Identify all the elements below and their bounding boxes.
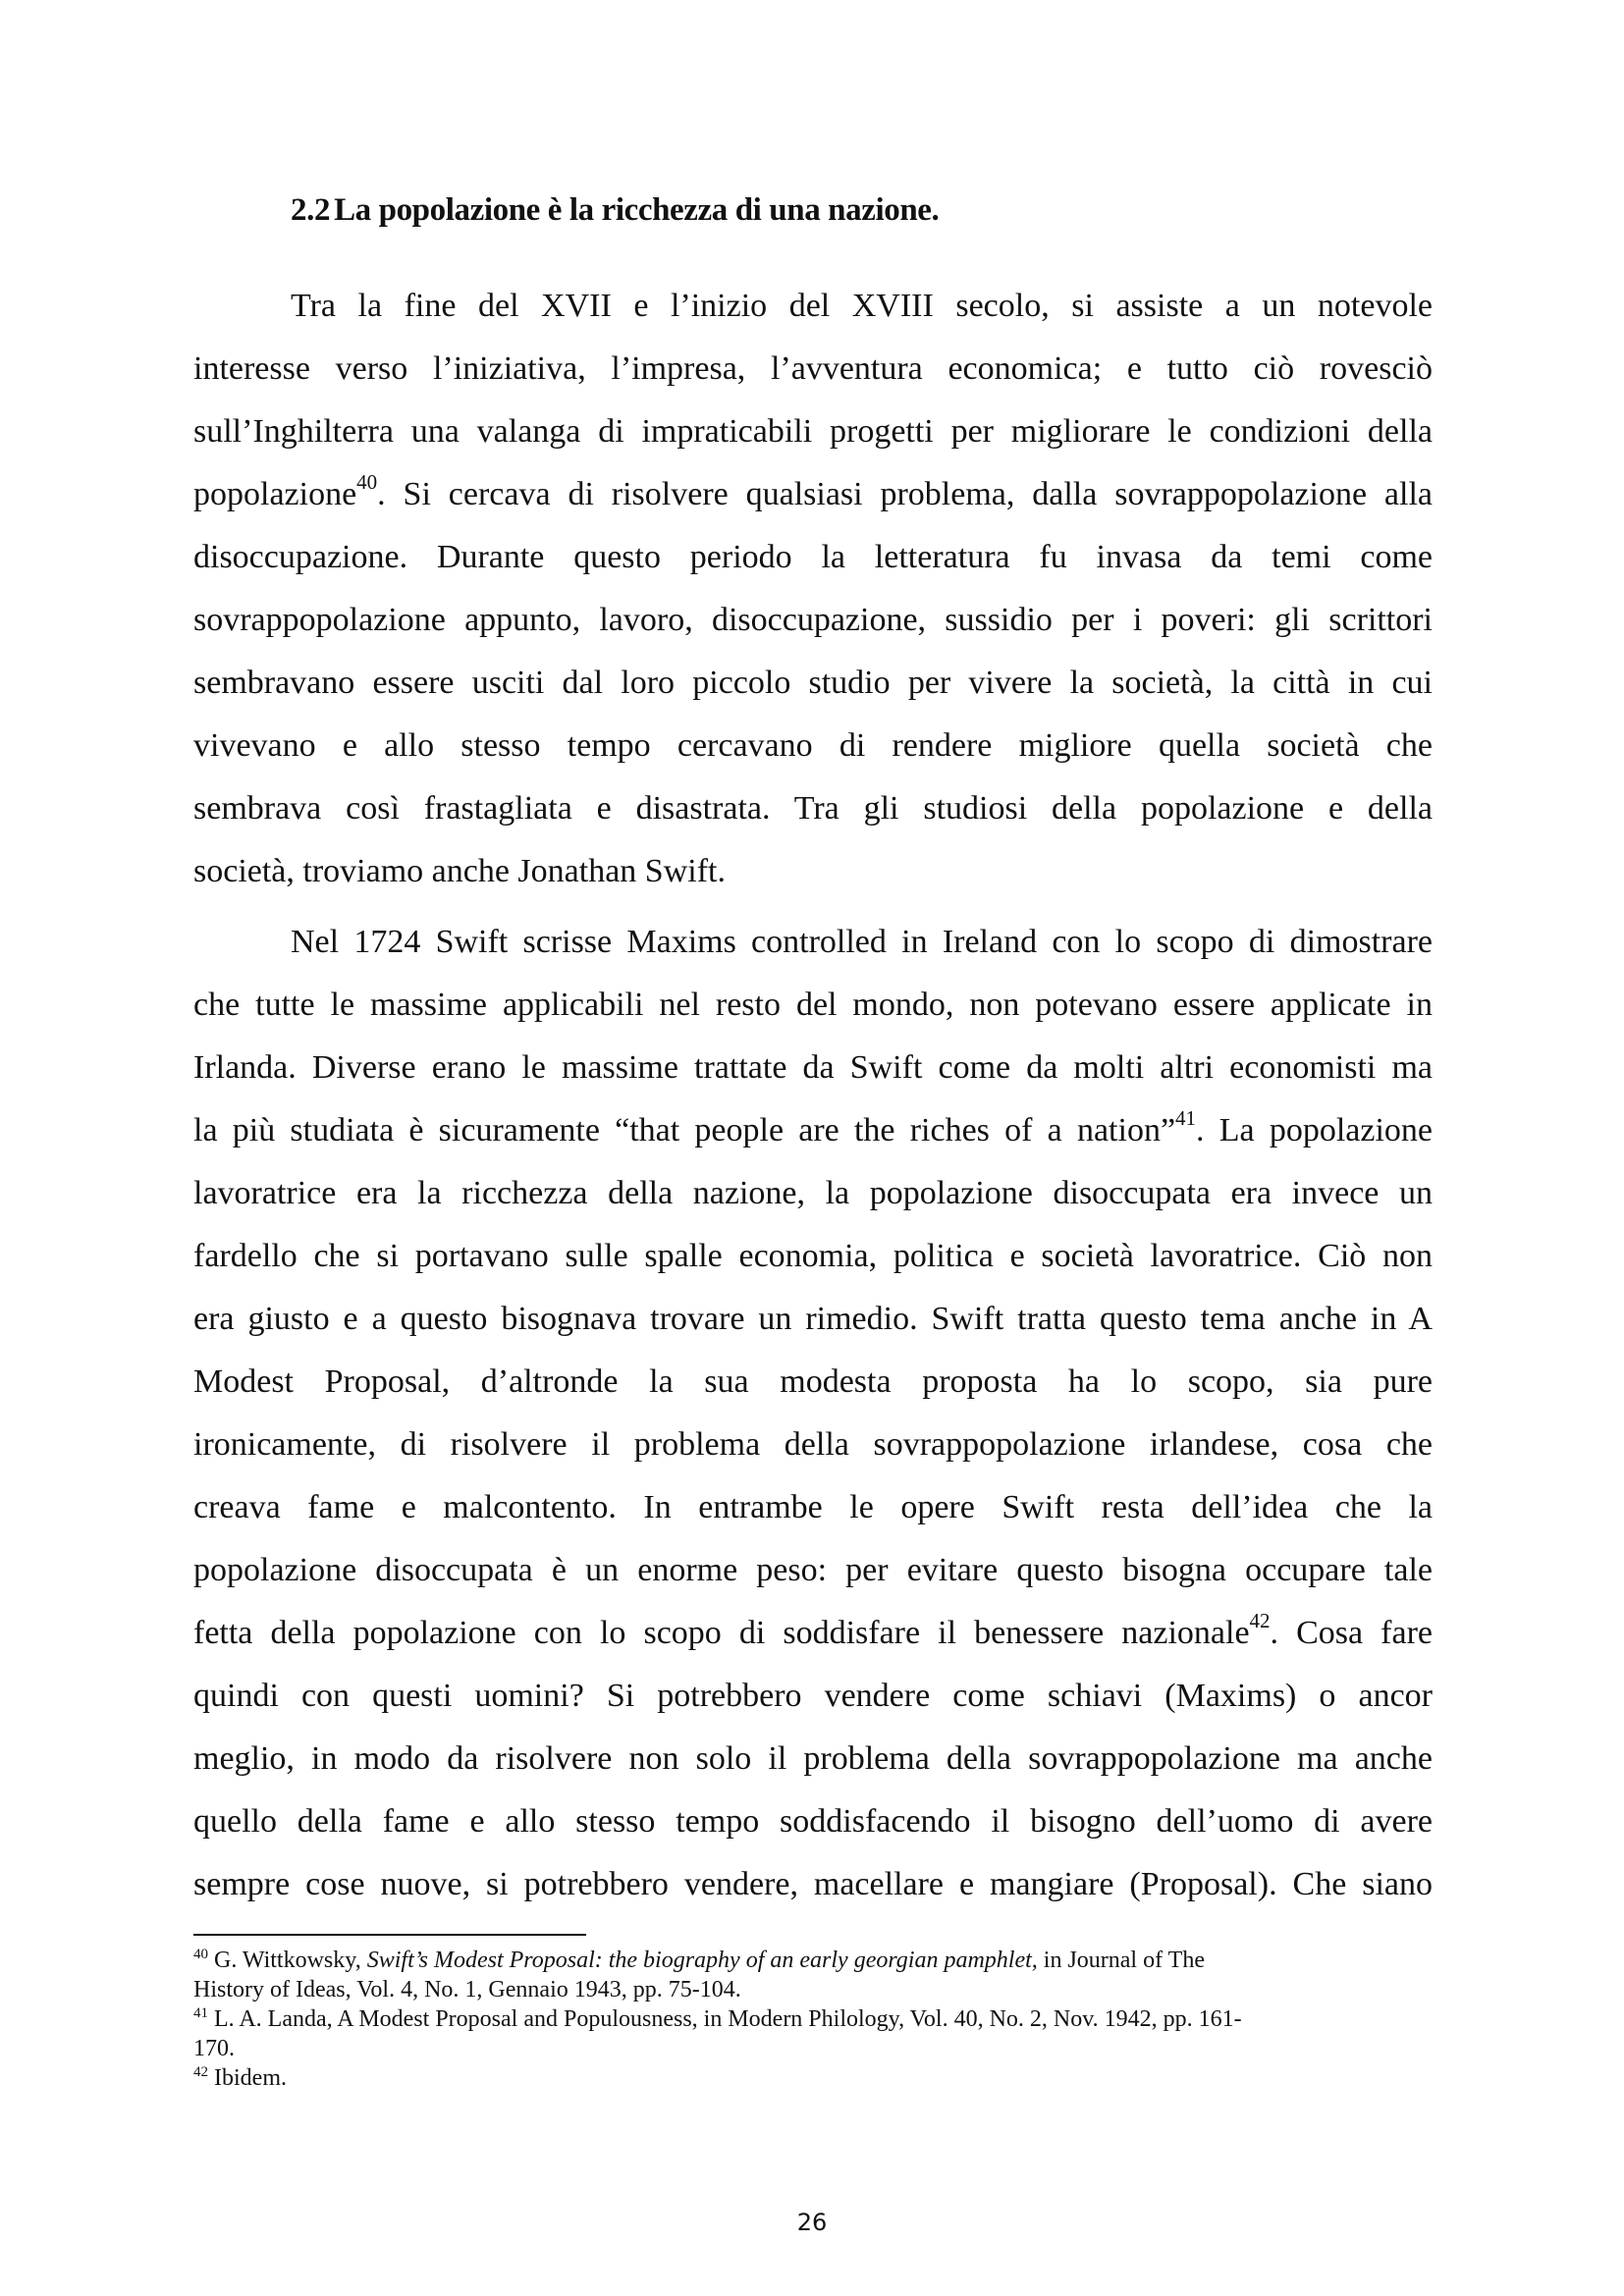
text-line: sembrava così frastagliata e disastrata. Tra gli studiosi della popolazione e della [193, 790, 1433, 827]
text-line: fardello che si portavano sulle spalle economia, politica e società lavoratrice. Ciò non [193, 1238, 1433, 1274]
text-fragment: la più studiata è sicuramente “that people are the riches of a nation” [193, 1112, 1176, 1148]
text-fragment: . Cosa fare [1270, 1615, 1433, 1651]
paragraph-2 [193, 911, 1433, 1916]
text-line: meglio, in modo da risolvere non solo il problema della sovrappopolazione ma anche [193, 1740, 1433, 1777]
footnote-42 [193, 2063, 1433, 2093]
text-line [193, 1602, 1433, 1665]
text-line: sull’Inghilterra una valanga di impraticabili progetti per migliorare le condizioni della [193, 413, 1433, 450]
text-line: che tutte le massime applicabili nel resto del mondo, non potevano essere applicate in [193, 987, 1433, 1023]
text-line: popolazione disoccupata è un enorme peso: per evitare questo bisogna occupare tale [193, 1552, 1433, 1588]
section-number: 2.2 [291, 192, 331, 228]
text-line: vivevano e allo stesso tempo cercavano di rendere migliore quella società che [193, 727, 1433, 764]
text-line: lavoratrice era la ricchezza della nazione, la popolazione disoccupata era invece un [193, 1175, 1433, 1211]
text-line: era giusto e a questo bisognava trovare un rimedio. Swift tratta questo tema anche in A [193, 1301, 1433, 1337]
footnote-40 [193, 1946, 1433, 2004]
footnote-text: L. A. Landa, A Modest Proposal and Populousness, in Modern Philology, Vol. 40, No. 2, Nov. 1942, pp. 161- [208, 2006, 1242, 2032]
footnote-continuation: History of Ideas, Vol. 4, No. 1, Gennaio 1943, pp. 75-104. [193, 1977, 741, 2002]
footnote-41 [193, 2004, 1433, 2063]
text-line: creava fame e malcontento. In entrambe le opere Swift resta dell’idea che la [193, 1489, 1433, 1525]
text-line [193, 1099, 1433, 1162]
text-line: quello della fame e allo stesso tempo soddisfacendo il bisogno dell’uomo di avere [193, 1803, 1433, 1840]
text-fragment: popolazione [193, 476, 357, 512]
footnote-author: G. Wittkowsky, [208, 1948, 367, 1973]
footnote-title: Swift’s Modest Proposal: the biography of an early georgian pamphlet, [366, 1948, 1038, 1973]
text-line: disoccupazione. Durante questo periodo la letteratura fu invasa da temi come [193, 539, 1433, 575]
text-line: sovrappopolazione appunto, lavoro, disoccupazione, sussidio per i poveri: gli scrittori [193, 602, 1433, 638]
text-line: Nel 1724 Swift scrisse Maxims controlled in Ireland con lo scopo di dimostrare [291, 924, 1433, 960]
text-line [193, 463, 1433, 526]
text-fragment: . La popolazione [1196, 1112, 1433, 1148]
footnote-text: Ibidem. [208, 2065, 287, 2091]
text-line: ironicamente, di risolvere il problema della sovrappopolazione irlandese, cosa che [193, 1426, 1433, 1463]
text-line: sempre cose nuove, si potrebbero vendere, macellare e mangiare (Proposal). Che siano [193, 1866, 1433, 1902]
section-heading [291, 192, 939, 229]
text-line: interesse verso l’iniziativa, l’impresa, l’avventura economica; e tutto ciò rovesciò [193, 350, 1433, 387]
text-line: quindi con questi uomini? Si potrebbero vendere come schiavi (Maxims) o ancor [193, 1678, 1433, 1714]
footnote-ref-41[interactable]: 41 [1175, 1106, 1197, 1130]
footnote-ref-42[interactable]: 42 [1249, 1609, 1271, 1632]
footnote-source: in Journal of The [1037, 1948, 1205, 1973]
text-fragment: fetta della popolazione con lo scopo di soddisfare il benessere nazionale [193, 1615, 1250, 1651]
footnotes [193, 1946, 1433, 2093]
text-line: società, troviamo anche Jonathan Swift. [193, 853, 726, 889]
footnote-number: 41 [193, 2005, 208, 2021]
footnote-separator [193, 1934, 586, 1936]
text-fragment: . Si cercava di risolvere qualsiasi problema, dalla sovrappopolazione alla [377, 476, 1433, 512]
text-line: Modest Proposal, d’altronde la sua modesta proposta ha lo scopo, sia pure [193, 1363, 1433, 1400]
footnote-number: 42 [193, 2064, 208, 2080]
page-number: 26 [796, 2209, 828, 2236]
text-line: Tra la fine del XVII e l’inizio del XVIII secolo, si assiste a un notevole [291, 288, 1433, 324]
section-title: La popolazione è la ricchezza di una nazione. [334, 192, 940, 228]
footnote-number: 40 [193, 1947, 208, 1962]
footnote-ref-40[interactable]: 40 [356, 470, 378, 494]
text-line: Irlanda. Diverse erano le massime trattate da Swift come da molti altri economisti ma [193, 1049, 1433, 1086]
paragraph-1 [193, 275, 1433, 903]
footnote-continuation: 170. [193, 2036, 235, 2061]
text-line: sembravano essere usciti dal loro piccolo studio per vivere la società, la città in cui [193, 665, 1433, 701]
